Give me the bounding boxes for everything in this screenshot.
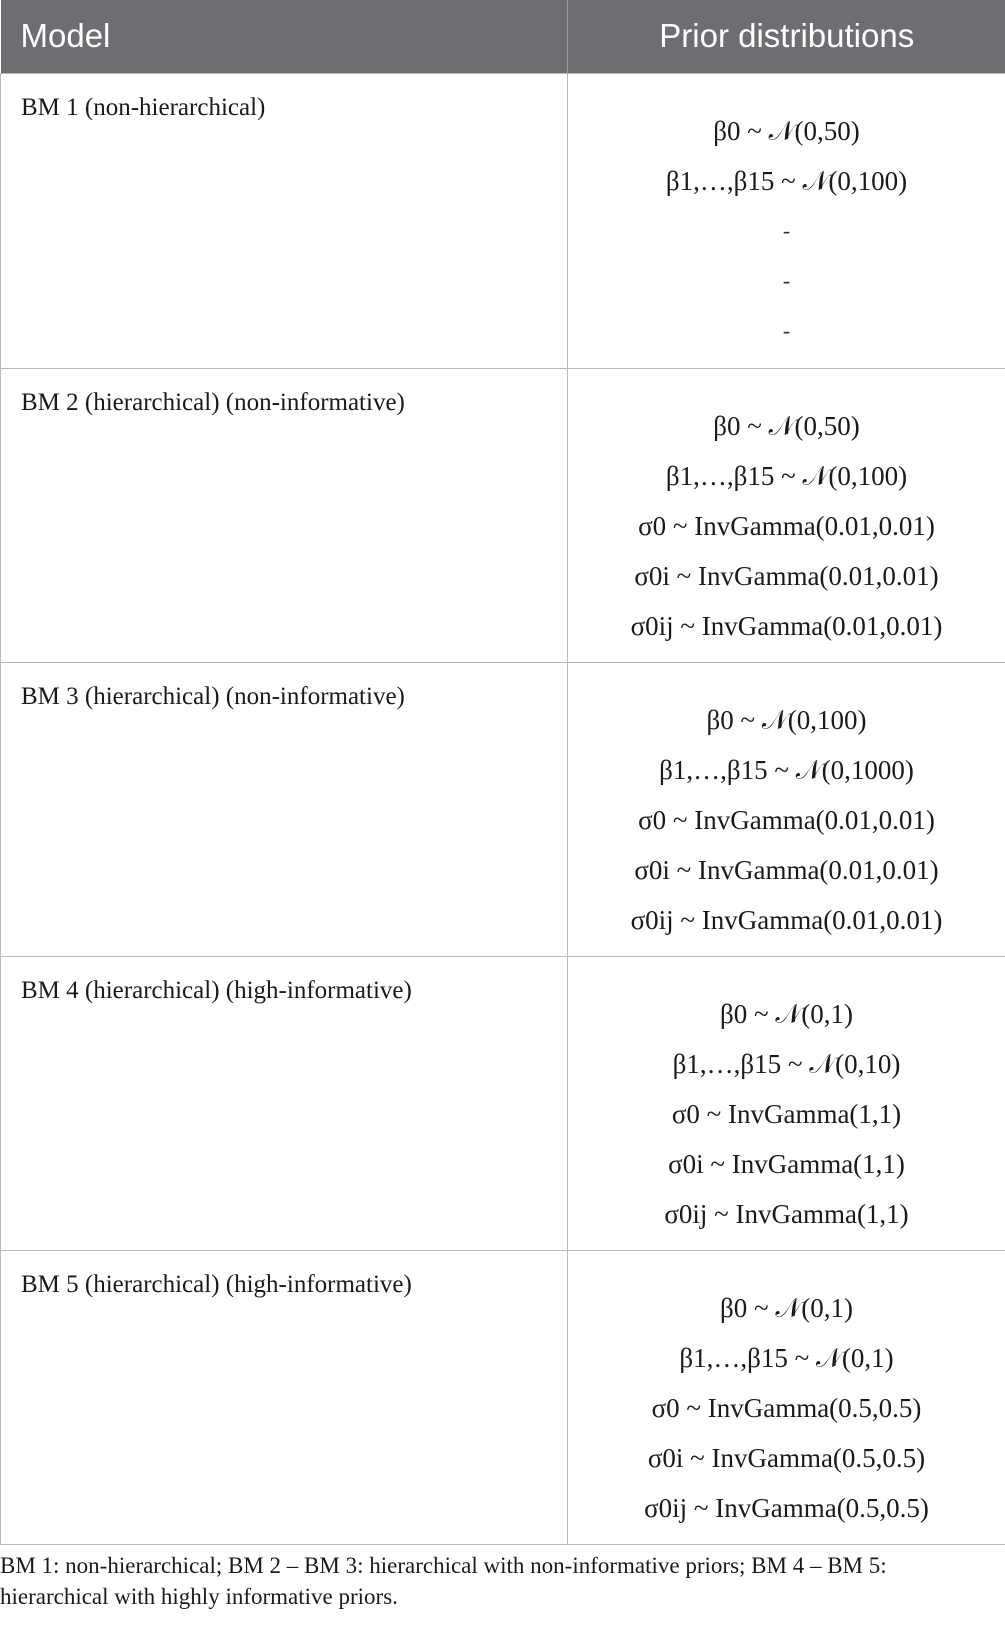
prior-equation: σ0i ~ InvGamma(0.01,0.01) xyxy=(634,854,939,885)
prior-equation-empty: - xyxy=(782,317,791,343)
prior-equation: σ0ij ~ InvGamma(0.5,0.5) xyxy=(644,1492,929,1523)
prior-equation: σ0 ~ InvGamma(0.01,0.01) xyxy=(638,510,935,541)
prior-cell xyxy=(568,368,1005,662)
prior-equation: β0 ~ 𝒩(0,1) xyxy=(720,998,853,1029)
table-footnote: BM 1: non-hierarchical; BM 2 – BM 3: hierarchical with non-informative priors; BM 4 – BM 5: hierarchical with highly informative priors. xyxy=(0,1553,887,1609)
table-header-row xyxy=(1,0,1005,73)
prior-equation: σ0 ~ InvGamma(1,1) xyxy=(671,1098,902,1129)
prior-cell xyxy=(568,73,1005,368)
prior-equation: σ0ij ~ InvGamma(0.01,0.01) xyxy=(630,610,943,641)
header-prior-distributions: Prior distributions xyxy=(659,17,915,55)
model-cell: BM 5 (hierarchical) (high-informative) xyxy=(1,1250,568,1544)
prior-equation: σ0ij ~ InvGamma(1,1) xyxy=(664,1198,909,1229)
prior-equation: σ0ij ~ InvGamma(0.01,0.01) xyxy=(630,904,943,935)
model-cell: BM 3 (hierarchical) (non-informative) xyxy=(1,662,568,956)
prior-equation: β1,…,β15 ~ 𝒩(0,1) xyxy=(679,1342,894,1373)
prior-equation: β1,…,β15 ~ 𝒩(0,10) xyxy=(672,1048,901,1079)
header-model: Model xyxy=(1,0,568,73)
prior-equation: σ0i ~ InvGamma(0.5,0.5) xyxy=(647,1442,926,1473)
prior-equation: σ0i ~ InvGamma(0.01,0.01) xyxy=(634,560,939,591)
table-row xyxy=(1,1250,1005,1544)
model-cell: BM 1 (non-hierarchical) xyxy=(1,73,568,368)
prior-equation: β0 ~ 𝒩(0,50) xyxy=(713,410,860,441)
table-row xyxy=(1,368,1005,662)
prior-equation: β1,…,β15 ~ 𝒩(0,100) xyxy=(665,165,908,196)
prior-equation-empty: - xyxy=(782,267,791,293)
prior-equation: β1,…,β15 ~ 𝒩(0,100) xyxy=(665,460,908,491)
model-cell: BM 2 (hierarchical) (non-informative) xyxy=(1,368,568,662)
prior-equation: β1,…,β15 ~ 𝒩(0,1000) xyxy=(659,754,914,785)
prior-cell xyxy=(568,662,1005,956)
prior-equation: β0 ~ 𝒩(0,50) xyxy=(713,115,860,146)
prior-equation: σ0i ~ InvGamma(1,1) xyxy=(668,1148,905,1179)
prior-equation-empty: - xyxy=(782,217,791,243)
prior-cell xyxy=(568,956,1005,1250)
prior-equation: β0 ~ 𝒩(0,1) xyxy=(720,1292,853,1323)
table-row xyxy=(1,662,1005,956)
prior-cell xyxy=(568,1250,1005,1544)
model-cell: BM 4 (hierarchical) (high-informative) xyxy=(1,956,568,1250)
table-row xyxy=(1,956,1005,1250)
table-row xyxy=(1,73,1005,368)
prior-equation: σ0 ~ InvGamma(0.5,0.5) xyxy=(651,1392,922,1423)
prior-equation: σ0 ~ InvGamma(0.01,0.01) xyxy=(638,804,935,835)
prior-equation: β0 ~ 𝒩(0,100) xyxy=(706,704,867,735)
